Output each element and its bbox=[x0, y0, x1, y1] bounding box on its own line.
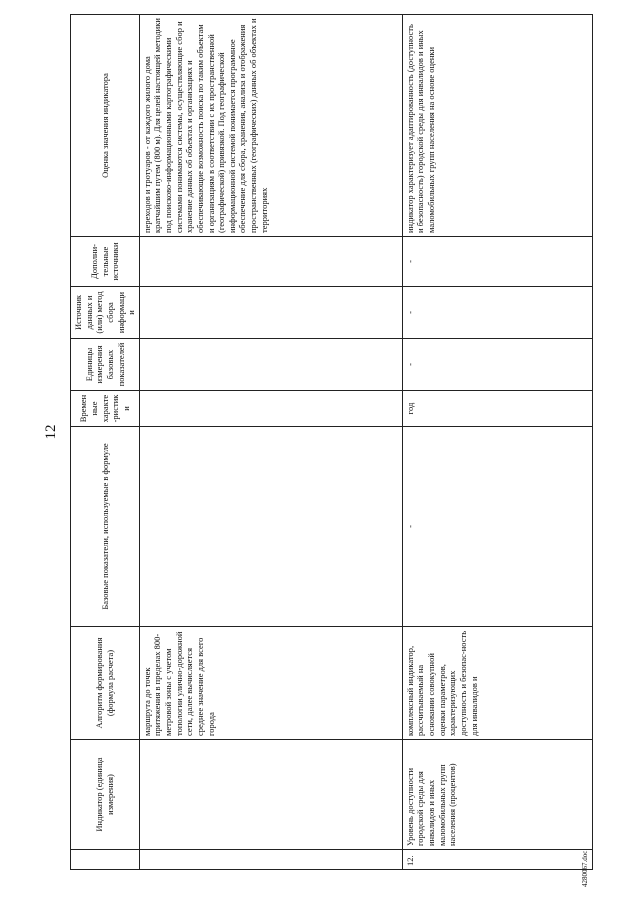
cell-number: 12. bbox=[402, 850, 592, 870]
cell-base-indicators: - bbox=[402, 427, 592, 627]
cell-algorithm: комплексный индикатор, рассчитываемый на основании совокупной оценки параметров, характеризующих доступность и безопас-ность для инвалидов и bbox=[402, 627, 592, 740]
header-algorithm: Алгоритм формирования (формула расчета) bbox=[71, 627, 140, 740]
table-row-12 bbox=[402, 15, 592, 870]
indicator-table bbox=[70, 14, 593, 870]
cell-additional-sources bbox=[139, 237, 402, 287]
cell-units: - bbox=[402, 339, 592, 391]
cell-time-characteristics bbox=[139, 391, 402, 427]
header-indicator: Индикатор (единица измерения) bbox=[71, 740, 140, 850]
cell-algorithm: маршрута до точек притяжения в пределах 800-метровой зоны с учетом топологии улично-дорожной сети, далее вычисляется среднее значение для всего города bbox=[139, 627, 402, 740]
rotated-table-container bbox=[70, 15, 585, 870]
cell-time-characteristics: год bbox=[402, 391, 592, 427]
table-row-continuation bbox=[139, 15, 402, 870]
header-units: Единицы измерения базовых показателей bbox=[71, 339, 140, 391]
cell-evaluation: переходов и тротуаров - от каждого жилого дома кратчайшим путем (800 м). Для целей настоящей методики под поисково-информационными картографическими системами понимаются системы, осуществляющие сбор и хранение данных об объектах и организациях и обеспечивающие возможность поиска по таким объектам и организациям в соответствии с их пространственной (географической) привязкой. Под географической информационной системой понимается программное обеспечение для сбора, хранения, анализа и отображения пространственных (географических) данных об объектах и территориях bbox=[139, 15, 402, 237]
cell-indicator: Уровень доступности городской среды для инвалидов и иных маломобильных групп населения (процентов) bbox=[402, 740, 592, 850]
cell-source: - bbox=[402, 287, 592, 339]
page-number: 12 bbox=[43, 424, 59, 440]
cell-additional-sources: - bbox=[402, 237, 592, 287]
cell-units bbox=[139, 339, 402, 391]
cell-evaluation: индикатор характеризует адаптированность (доступность и безопасность) городской среды для инвалидов и иных маломобильных групп населения на основе оценки bbox=[402, 15, 592, 237]
footer-file-name: 4280067.doc bbox=[581, 850, 589, 887]
table-header-row bbox=[71, 15, 140, 870]
header-additional-sources: Дополни-тельные источники bbox=[71, 237, 140, 287]
cell-base-indicators bbox=[139, 427, 402, 627]
header-evaluation: Оценка значения индикатора bbox=[71, 15, 140, 237]
cell-source bbox=[139, 287, 402, 339]
header-base-indicators: Базовые показатели, используемые в формуле bbox=[71, 427, 140, 627]
header-source: Источник данных и (или) метод сбора информации bbox=[71, 287, 140, 339]
header-number bbox=[71, 850, 140, 870]
cell-number bbox=[139, 850, 402, 870]
header-time-characteristics: Временные характе-ристики bbox=[71, 391, 140, 427]
cell-indicator bbox=[139, 740, 402, 850]
